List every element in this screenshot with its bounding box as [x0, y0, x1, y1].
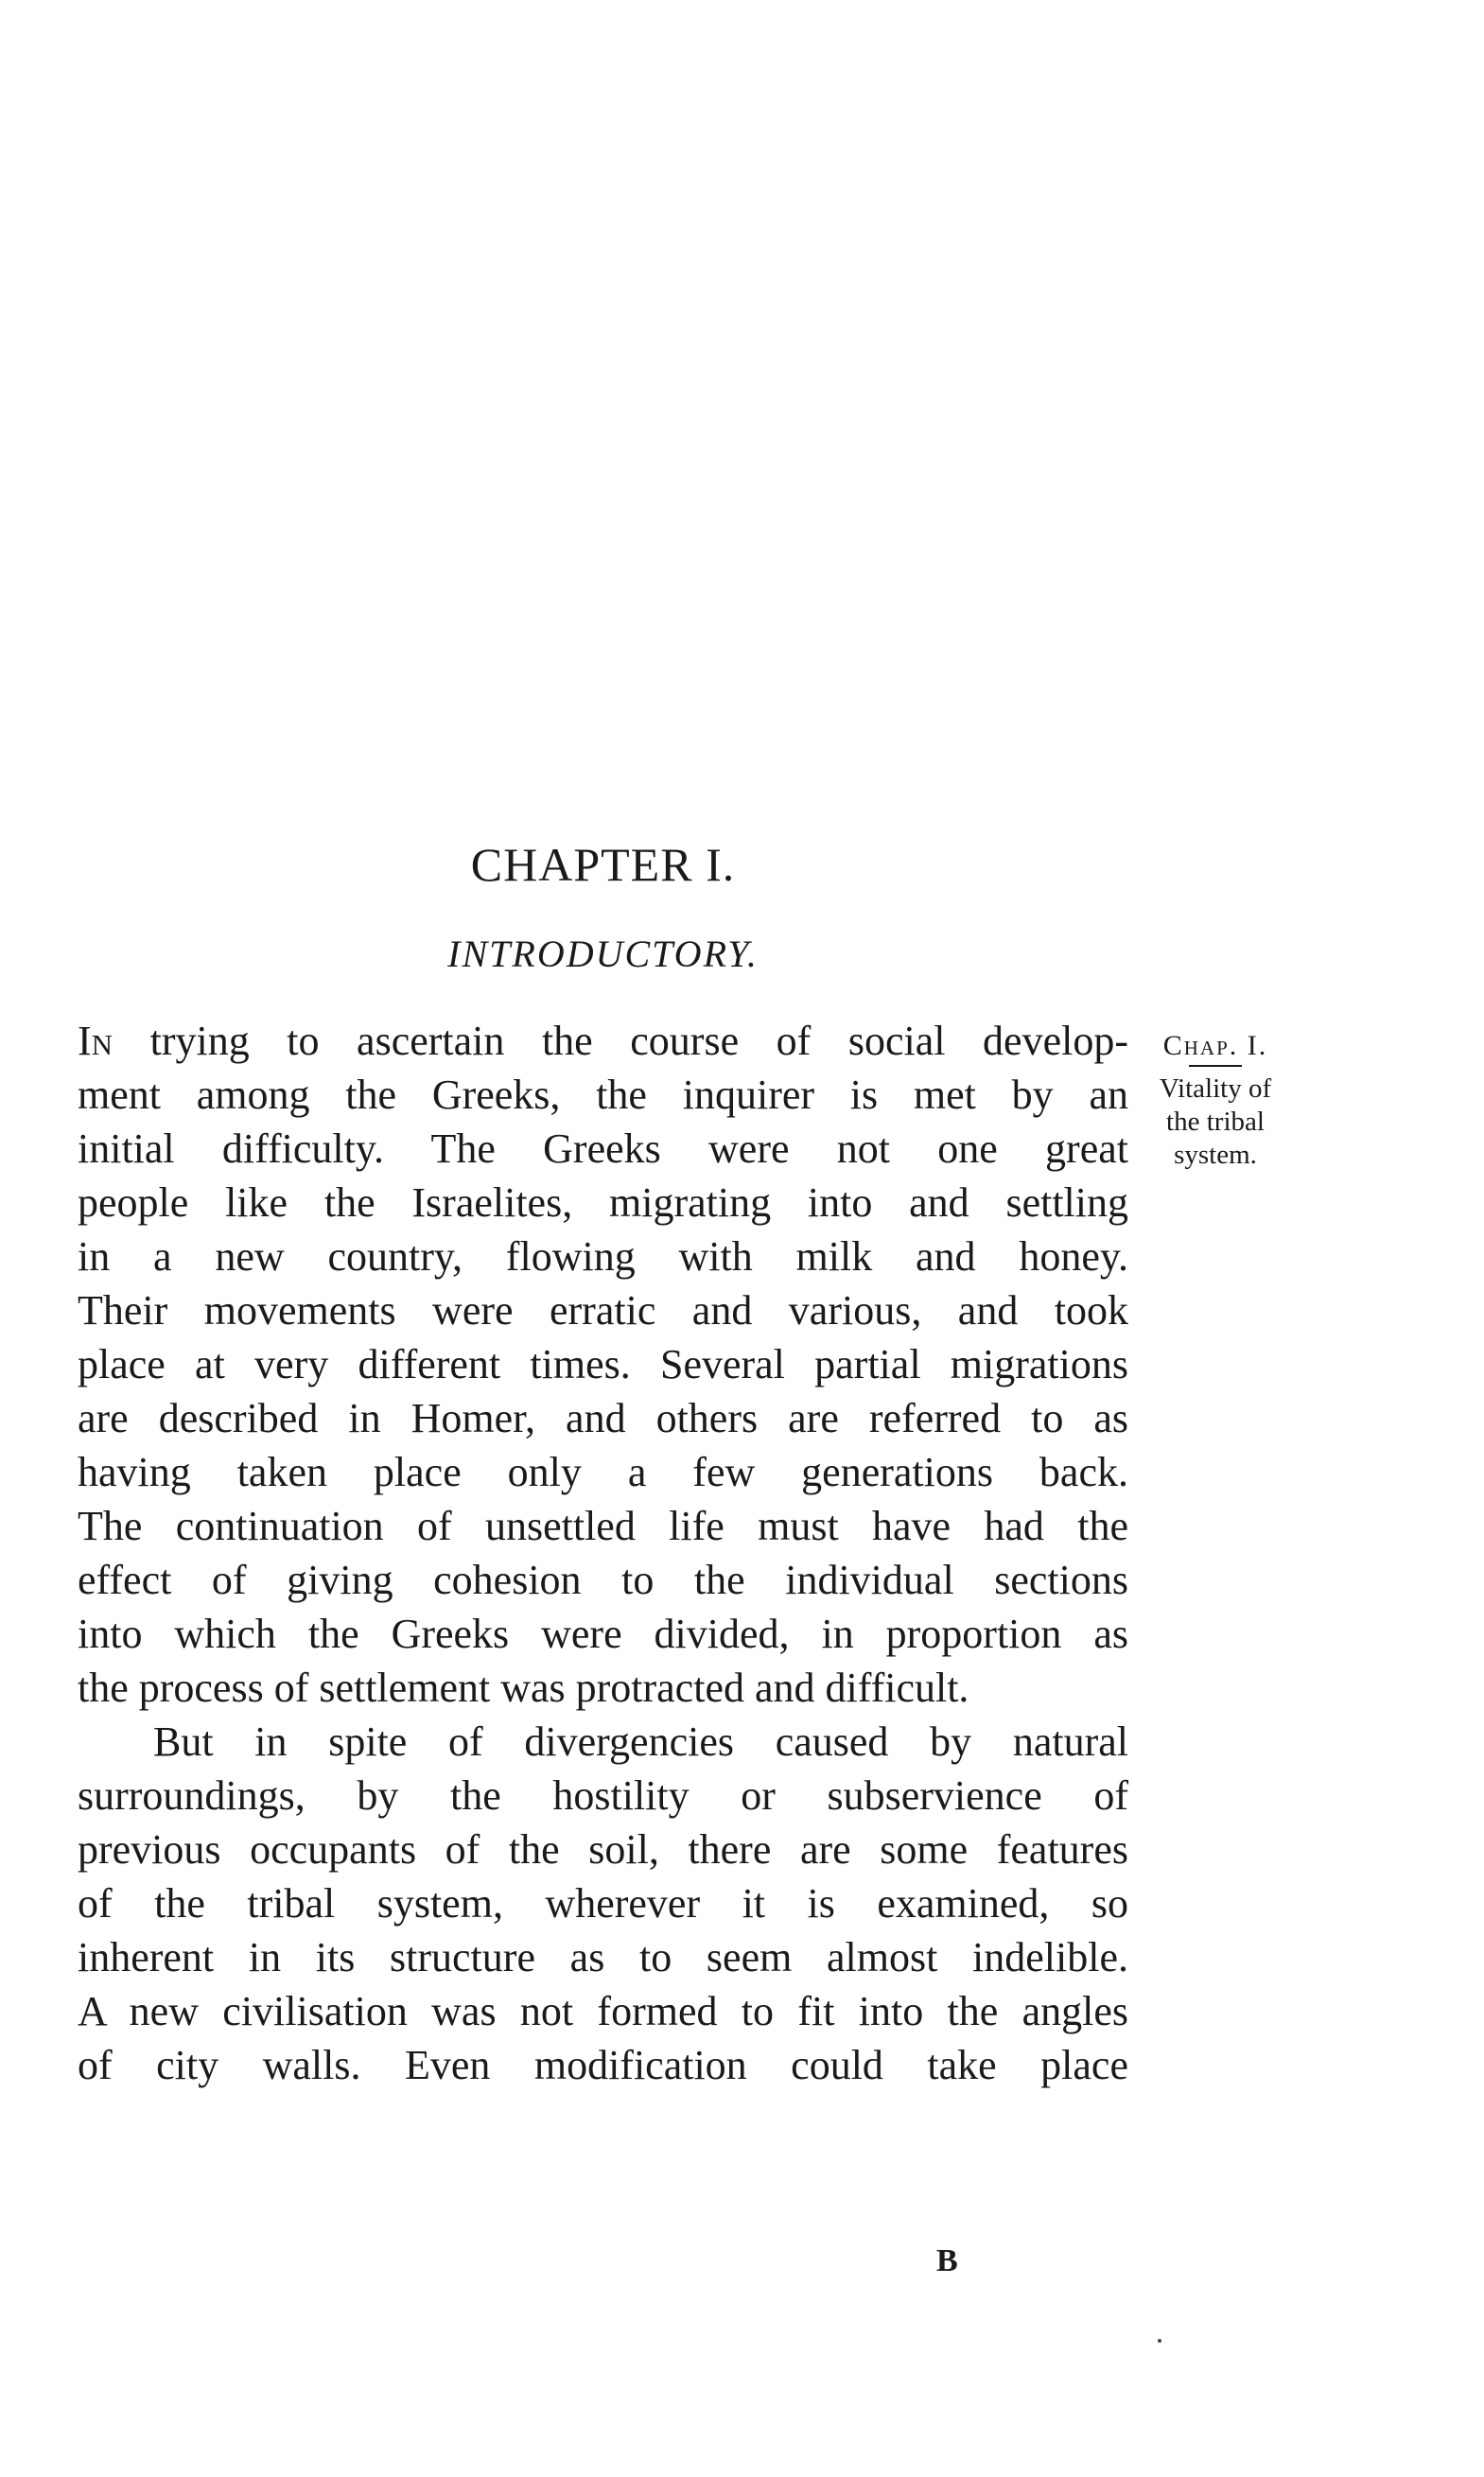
paragraph-1-line: place at very different times. Several partial migrations	[78, 1341, 1128, 1387]
paragraph-2-line: of the tribal system, wherever it is examined, so	[78, 1880, 1128, 1927]
chapter-title: CHAPTER I.	[470, 838, 736, 891]
paragraph-1-line: the process of settlement was protracted and difficult.	[78, 1665, 969, 1711]
paragraph-2-line: A new civilisation was not formed to fit into the angles	[78, 1988, 1128, 2034]
paragraph-1-line: are described in Homer, and others are referred to as	[78, 1395, 1128, 1441]
paragraph-1-line: The continuation of unsettled life must have had the	[78, 1503, 1128, 1549]
margin-rule	[1189, 1065, 1242, 1067]
body-text	[78, 1014, 1128, 2092]
paragraph-1-line: Their movements were erratic and various, and took	[78, 1287, 1128, 1334]
paragraph-2-line: surroundings, by the hostility or subservience of	[78, 1772, 1128, 1819]
sidenote-line: Vitality of	[1159, 1073, 1272, 1104]
paragraph-1-line: having taken place only a few generations back.	[78, 1449, 1128, 1495]
paragraph-2-line: previous occupants of the soil, there are some features	[78, 1826, 1128, 1873]
page-signature: B	[936, 2243, 958, 2278]
sidenote-line: the tribal	[1166, 1107, 1265, 1137]
ink-speck	[1158, 2339, 1161, 2343]
paragraph-1-line: into which the Greeks were divided, in proportion as	[78, 1611, 1128, 1657]
paragraph-1-line: ment among the Greeks, the inquirer is met by an	[78, 1072, 1128, 1118]
paragraph-2-line: inherent in its structure as to seem almost indelible.	[78, 1934, 1128, 1980]
paragraph-1-line: effect of giving cohesion to the individual sections	[78, 1557, 1128, 1603]
sidenote-line: system.	[1174, 1140, 1257, 1170]
running-chapter-label: Chap. I.	[1162, 1030, 1268, 1061]
margin-notes	[1140, 1029, 1291, 1172]
paragraph-1-line: in a new country, flowing with milk and honey.	[78, 1233, 1128, 1280]
paragraph-1-line: In trying to ascertain the course of social develop-	[78, 1018, 1128, 1064]
paragraph-1-line: people like the Israelites, migrating into and settling	[78, 1179, 1128, 1226]
chapter-subtitle: INTRODUCTORY.	[447, 933, 759, 975]
paragraph-2-line: of city walls. Even modification could take place	[78, 2042, 1128, 2088]
paragraph-1-line: initial difficulty. The Greeks were not one great	[78, 1125, 1128, 1172]
paragraph-2-line: But in spite of divergencies caused by natural	[153, 1718, 1128, 1765]
small-caps-opening: In	[78, 1018, 113, 1064]
